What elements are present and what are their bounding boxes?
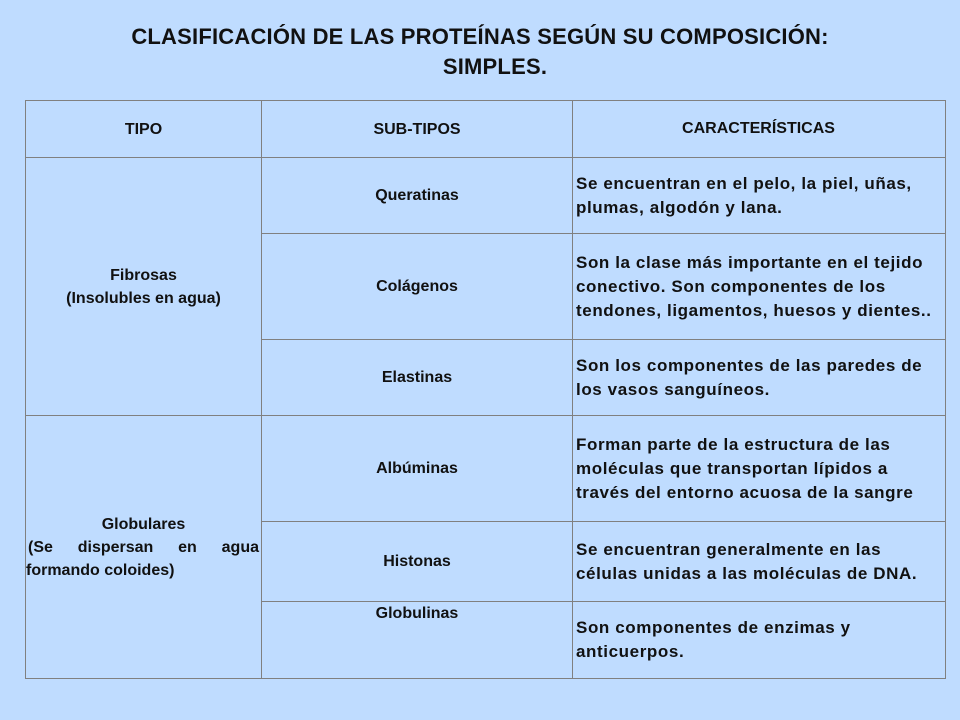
caracteristicas-cell: Son componentes de enzimas y anticuerpos.: [573, 602, 946, 679]
subtipo-cell: Elastinas: [262, 340, 573, 416]
caracteristicas-cell: Se encuentran generalmente en las células unidas a las moléculas de DNA.: [573, 522, 946, 602]
subtipo-cell: Histonas: [262, 522, 573, 602]
page-title: [0, 22, 960, 82]
table-row: [26, 158, 946, 234]
caracteristicas-cell: Son los componentes de las paredes de los vasos sanguíneos.: [573, 340, 946, 416]
table-row: [26, 416, 946, 522]
caracteristicas-cell: Son la clase más importante en el tejido conectivo. Son componentes de los tendones, ligamentos, huesos y dientes..: [573, 234, 946, 340]
tipo-globulares-cell: [26, 416, 262, 679]
classification-table: [25, 100, 946, 679]
header-subtipos: SUB-TIPOS: [262, 101, 573, 158]
tipo-fibrosas-note: (Insolubles en agua): [66, 289, 221, 307]
tipo-fibrosas-name: Fibrosas: [110, 266, 177, 284]
subtipo-cell: Queratinas: [262, 158, 573, 234]
subtipo-cell: Colágenos: [262, 234, 573, 340]
tipo-globulares-name: Globulares: [101, 515, 186, 533]
tipo-fibrosas-cell: [26, 158, 262, 416]
tipo-globulares-note-1: (Se dispersan en agua: [28, 538, 259, 556]
title-line-2: SIMPLES.: [442, 54, 548, 79]
caracteristicas-cell: Forman parte de la estructura de las moléculas que transportan lípidos a través del entorno acuosa de la sangre: [573, 416, 946, 522]
subtipo-cell: Albúminas: [262, 416, 573, 522]
header-caracteristicas: CARACTERÍSTICAS: [573, 101, 946, 158]
tipo-globulares-note-2: formando coloides): [26, 561, 175, 579]
title-line-1: CLASIFICACIÓN DE LAS PROTEÍNAS SEGÚN SU COMPOSICIÓN:: [131, 24, 829, 49]
header-row: [26, 101, 946, 158]
header-tipo: TIPO: [26, 101, 262, 158]
subtipo-cell: Globulinas: [262, 602, 573, 679]
caracteristicas-cell: Se encuentran en el pelo, la piel, uñas, plumas, algodón y lana.: [573, 158, 946, 234]
